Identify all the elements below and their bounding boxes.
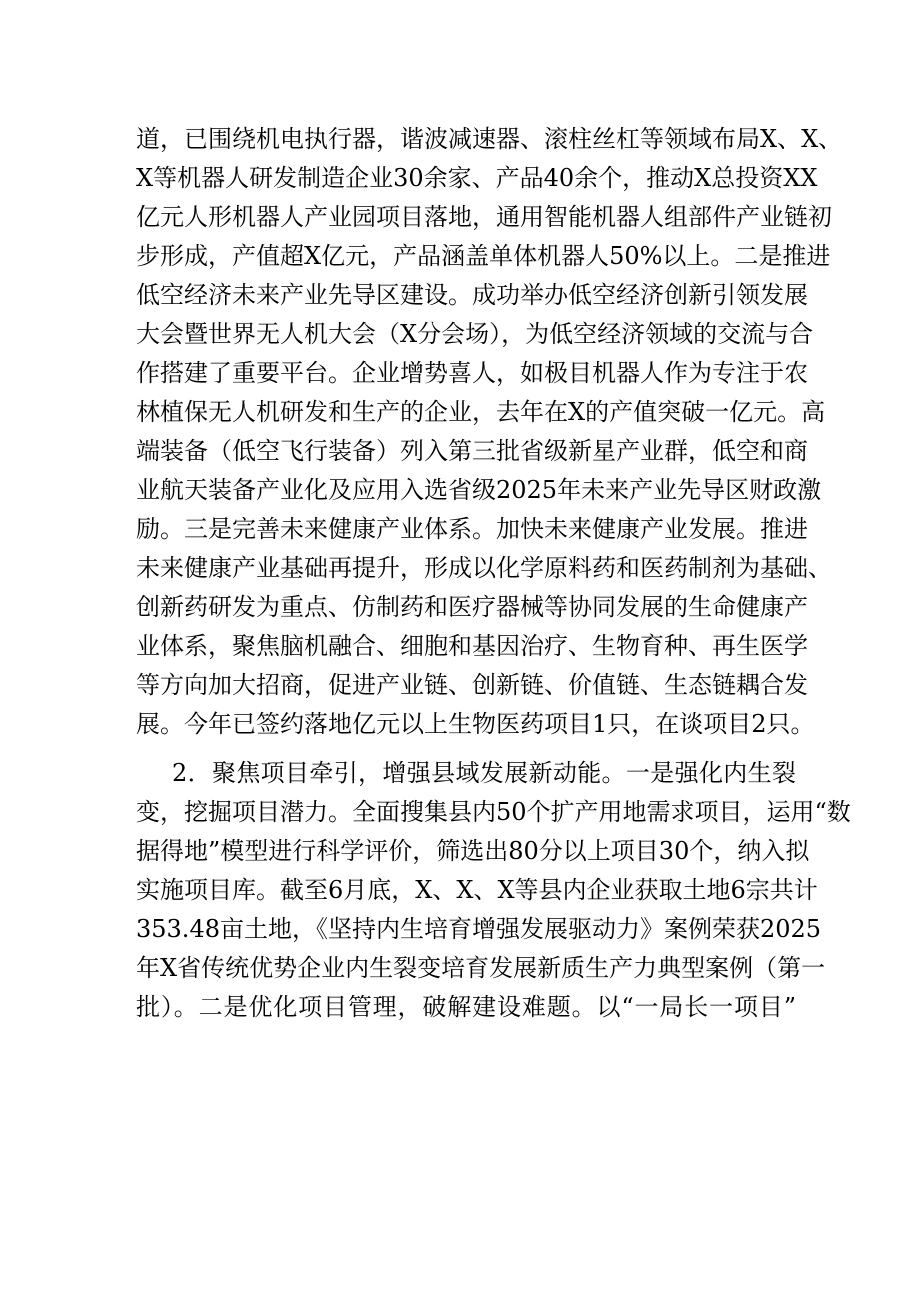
text-line: 展。今年已签约落地亿元以上生物医药项目1只，在谈项目2只。 [136, 710, 815, 738]
text-line: X等机器人研发制造企业30余家、产品40余个，推动X总投资XX [136, 164, 818, 192]
text-line: 等方向加大招商，促进产业链、创新链、价值链、生态链耦合发 [136, 671, 808, 699]
paragraph-robotics-lowaltitude-health [136, 120, 843, 744]
text-line: 亿元人形机器人产业园项目落地，通用智能机器人组部件产业链初 [136, 203, 832, 231]
text-line: 创新药研发为重点、仿制药和医疗器械等协同发展的生命健康产 [136, 593, 808, 621]
text-line: 林植保无人机研发和生产的企业，去年在X的产值突破一亿元。高 [136, 398, 826, 426]
text-line: 353.48亩土地，《坚持内生培育增强发展驱动力》案例荣获2025 [136, 915, 822, 943]
text-line: 业体系，聚焦脑机融合、细胞和基因治疗、生物育种、再生医学 [136, 632, 808, 660]
text-line: 业航天装备产业化及应用入选省级2025年未来产业先导区财政激 [136, 476, 822, 504]
paragraph-spacer [136, 744, 796, 754]
text-line: 年X省传统优势企业内生裂变培育发展新质生产力典型案例（第一 [136, 954, 826, 982]
text-line: 2．聚焦项目牵引，增强县域发展新动能。一是强化内生裂 [172, 759, 796, 787]
text-line: 端装备（低空飞行装备）列入第三批省级新星产业群，低空和商 [136, 437, 808, 465]
paragraph-project-traction [136, 754, 851, 1027]
text-line: 道，已围绕机电执行器，谐波减速器、滚柱丝杠等领域布局X、X、 [136, 125, 843, 153]
text-line: 实施项目库。截至6月底，X、X、X等县内企业获取土地6宗共计 [136, 876, 818, 904]
text-line: 大会暨世界无人机大会（X分会场），为低空经济领域的交流与合 [136, 320, 814, 348]
text-line: 据得地”模型进行科学评价，筛选出80分以上项目30个，纳入拟 [136, 837, 810, 865]
text-line: 作搭建了重要平台。企业增势喜人，如极目机器人作为专注于农 [136, 359, 808, 387]
text-line: 批）。二是优化项目管理，破解建设难题。以“一局长一项目” [136, 993, 796, 1021]
text-line: 低空经济未来产业先导区建设。成功举办低空经济创新引领发展 [136, 281, 808, 309]
body-text [136, 120, 851, 1027]
text-line: 步形成，产值超X亿元，产品涵盖单体机器人50%以上。二是推进 [136, 242, 831, 270]
text-line: 未来健康产业基础再提升，形成以化学原料药和医药制剂为基础、 [136, 554, 832, 582]
text-line: 变，挖掘项目潜力。全面搜集县内50个扩产用地需求项目，运用“数 [136, 798, 851, 826]
text-line: 励。三是完善未来健康产业体系。加快未来健康产业发展。推进 [136, 515, 808, 543]
